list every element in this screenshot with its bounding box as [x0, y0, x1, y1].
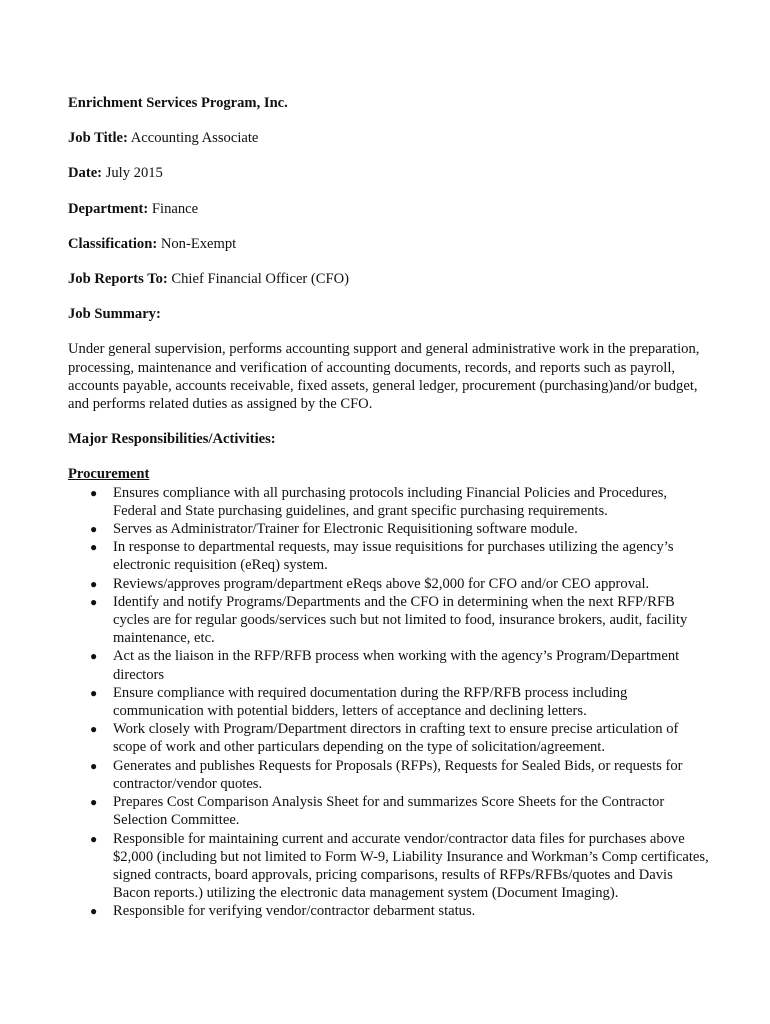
list-item	[68, 757, 713, 793]
bullet-icon: ●	[90, 795, 98, 810]
field-date	[68, 164, 708, 182]
list-item-text: Reviews/approves program/department eReqs above $2,000 for CFO and/or CEO approval.	[113, 575, 650, 592]
responsibilities-heading: Major Responsibilities/Activities:	[68, 431, 276, 448]
field-department	[68, 200, 708, 218]
bullet-icon: ●	[90, 576, 98, 591]
list-item	[68, 902, 713, 920]
bullet-icon: ●	[90, 904, 98, 919]
field-classification	[68, 235, 708, 253]
list-item-text: Identify and notify Programs/Departments and the CFO in determining when the next RFP/RFB cycles are for regular goods/services such but not limited to food, insurance brokers, audit, facility maintenance, etc.	[113, 593, 688, 647]
field-reports-to	[68, 270, 708, 288]
field-label: Job Title:	[68, 130, 128, 147]
summary-heading: Job Summary:	[68, 306, 161, 323]
list-item-text: Prepares Cost Comparison Analysis Sheet for and summarizes Score Sheets for the Contractor Selection Committee.	[113, 794, 665, 829]
bullet-icon: ●	[90, 685, 98, 700]
field-label: Job Reports To:	[68, 271, 168, 288]
field-value: Non-Exempt	[157, 235, 237, 252]
list-item	[68, 575, 713, 593]
list-item-text: Serves as Administrator/Trainer for Electronic Requisitioning software module.	[113, 521, 578, 538]
bullet-icon: ●	[90, 831, 98, 846]
summary-text: Under general supervision, performs accounting support and general administrative work in the preparation, processing, maintenance and verification of accounting documents, records, and reports such as payroll, accounts payable, accounts receivable, fixed assets, general ledger, procurement (purchasing)and/or budget, and performs related duties as assigned by the CFO.	[68, 341, 700, 413]
bullet-icon: ●	[90, 594, 98, 609]
list-item	[68, 520, 713, 538]
field-label: Classification:	[68, 235, 158, 252]
bullet-icon: ●	[90, 649, 98, 664]
list-item	[68, 484, 713, 520]
list-item	[68, 593, 713, 648]
procurement-list	[68, 484, 708, 921]
field-value: Chief Financial Officer (CFO)	[167, 271, 350, 288]
document-page	[68, 94, 708, 921]
organization-name: Enrichment Services Program, Inc.	[68, 95, 288, 111]
bullet-icon: ●	[90, 722, 98, 737]
field-label: Date:	[68, 165, 103, 182]
field-value: July 2015	[102, 165, 163, 182]
field-label: Department:	[68, 200, 149, 217]
bullet-icon: ●	[90, 522, 98, 537]
section-title-procurement: Procurement	[68, 466, 150, 483]
list-item	[68, 793, 713, 829]
list-item	[68, 684, 713, 720]
list-item-text: Responsible for maintaining current and accurate vendor/contractor data files for purchases above $2,000 (including but not limited to Form W-9, Liability Insurance and Workman’s Comp certificates, signed contracts, board approvals, pricing comparisons, results of RFPs/RFBs/quotes and Davis Bacon reports.) utilizing the electronic data management system (Document Imaging).	[113, 830, 709, 902]
field-value: Finance	[148, 200, 199, 217]
list-item-text: Responsible for verifying vendor/contractor debarment status.	[113, 903, 476, 920]
list-item	[68, 720, 713, 756]
list-item-text: Generates and publishes Requests for Proposals (RFPs), Requests for Sealed Bids, or requests for contractor/vendor quotes.	[113, 757, 683, 792]
list-item-text: Ensure compliance with required documentation during the RFP/RFB process including communication with potential bidders, letters of acceptance and declining letters.	[113, 684, 628, 720]
list-item	[68, 830, 713, 903]
bullet-icon: ●	[90, 540, 98, 555]
list-item	[68, 538, 713, 574]
list-item-text: In response to departmental requests, may issue requisitions for purchases utilizing the agency’s electronic requisition (eReq) system.	[113, 539, 674, 574]
bullet-icon: ●	[90, 485, 98, 500]
field-value: Accounting Associate	[127, 130, 259, 147]
list-item-text: Act as the liaison in the RFP/RFB process when working with the agency’s Program/Department directors	[113, 648, 680, 683]
list-item-text: Ensures compliance with all purchasing protocols including Financial Policies and Procedures, Federal and State purchasing guidelines, and grant specific purchasing requirements.	[113, 484, 668, 519]
list-item	[68, 647, 713, 683]
field-job-title	[68, 129, 708, 147]
bullet-icon: ●	[90, 758, 98, 773]
list-item-text: Work closely with Program/Department directors in crafting text to ensure precise articulation of scope of work and other particulars depending on the type of solicitation/agreement.	[113, 721, 679, 756]
